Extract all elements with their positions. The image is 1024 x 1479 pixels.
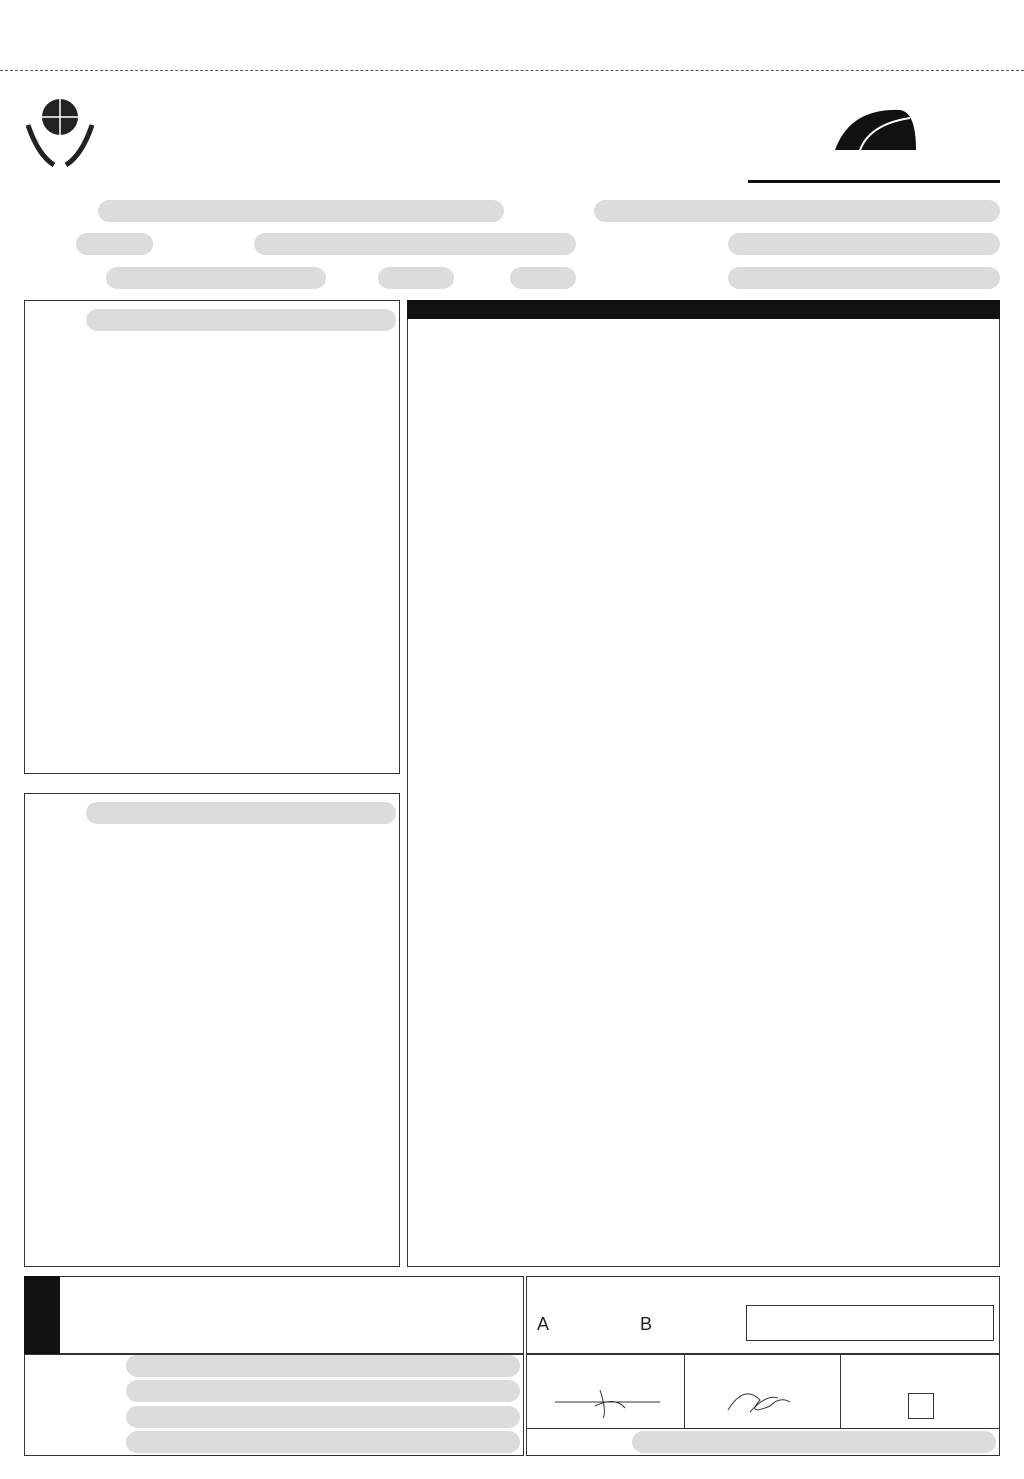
caller-field[interactable] [126, 1431, 520, 1453]
data-field[interactable] [378, 267, 454, 289]
localitat-field[interactable] [106, 267, 326, 289]
arbitre-auxiliar-field[interactable] [728, 267, 1000, 289]
header-dashed-line [0, 70, 1024, 71]
equip-b-field[interactable] [594, 200, 1000, 222]
delegat-field[interactable] [632, 1431, 996, 1453]
num-field[interactable] [76, 233, 153, 255]
sig-divider-2 [840, 1354, 841, 1428]
crono-field[interactable] [126, 1380, 520, 1402]
results-panel [24, 1276, 524, 1354]
brand-logo [830, 104, 920, 152]
categoria-field[interactable] [254, 233, 576, 255]
team-b-name [86, 802, 396, 824]
brand-ball-icon [830, 104, 920, 152]
team-a-name [86, 309, 396, 331]
sig-divider-h [526, 1428, 1000, 1429]
final-b-letter: B [640, 1314, 653, 1334]
aux24-field[interactable] [126, 1406, 520, 1428]
brand-underline [748, 180, 1000, 183]
running-score-title [407, 300, 1000, 319]
fcbq-logo [24, 95, 96, 187]
winner-field [746, 1305, 994, 1341]
final-a-letter: A [537, 1314, 550, 1334]
basketball-icon [24, 95, 96, 187]
team-a-panel [24, 300, 400, 774]
arbitre-principal-field[interactable] [728, 233, 1000, 255]
results-vertical-title [24, 1276, 60, 1354]
hora-field[interactable] [510, 267, 576, 289]
incidencia-checkbox[interactable] [908, 1393, 934, 1419]
running-score-grid [407, 319, 1000, 1267]
signature-auxiliar-icon [720, 1380, 800, 1420]
signature-principal-icon [555, 1382, 665, 1422]
team-b-panel [24, 793, 400, 1267]
sig-divider-1 [684, 1354, 685, 1428]
anotador-field[interactable] [126, 1355, 520, 1377]
equip-a-field[interactable] [98, 200, 504, 222]
